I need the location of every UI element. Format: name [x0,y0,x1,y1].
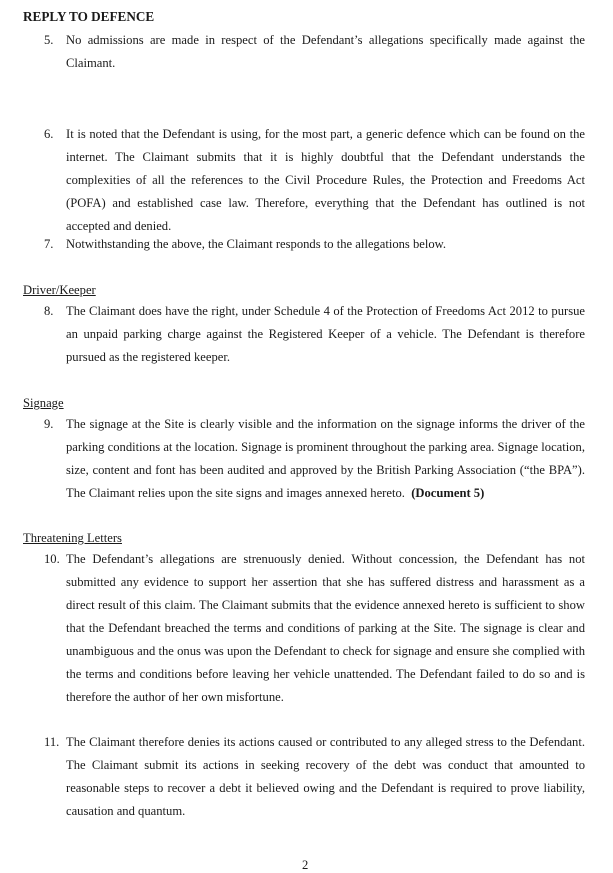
paragraph-6 [44,123,585,238]
paragraph-text: No admissions are made in respect of the Defendant’s allegations specifically made against the Claimant. [66,33,585,70]
paragraph-body: The signage at the Site is clearly visible and the information on the signage informs the driver of the parking conditions at the location. Signage is prominent throughout the parking area. Signage location, size, content and font has been audited and approved by the British Parking Association (“the BPA”). The Claimant relies upon the site signs and images annexed hereto. [66,417,585,500]
paragraph-text: The Claimant therefore denies its actions caused or contributed to any alleged stress to the Defendant. The Claimant submit its actions in seeking recovery of the debt was conduct that amounted to reasonable steps to recover a debt it believed owing and the Defendant is required to prove liability, causation and quantum. [66,735,585,818]
document-reference: (Document 5) [411,486,485,500]
section-heading-threatening-letters: Threatening Letters [23,531,122,545]
paragraph-text: It is noted that the Defendant is using, for the most part, a generic defence which can be found on the internet. The Claimant submits that it is highly doubtful that the Defendant understands the complexities of all the references to the Civil Procedure Rules, the Protection and Freedoms Act (POFA) and established case law. Therefore, everything that the Defendant has outlined is not accepted and denied. [66,127,585,233]
paragraph-text: The Defendant’s allegations are strenuously denied. Without concession, the Defendant has not submitted any evidence to support her assertion that she has suffered distress and harassment as a direct result of this claim. The Claimant submits that the evidence annexed hereto is sufficient to show that the Defendant breached the terms and conditions of parking at the Site. The signage is clear and unambiguous and the onus was upon the Defendant to check for signage and ensure she complied with the terms and conditions before leaving her vehicle unattended. The Defendant failed to do so and is therefore the author of her own misfortune. [66,552,585,704]
paragraph-number: 11. [44,735,60,749]
paragraph-7 [44,233,585,256]
paragraph-text: The Claimant does have the right, under Schedule 4 of the Protection of Freedoms Act 2012 to pursue an unpaid parking charge against the Registered Keeper of a vehicle. The Defendant is therefore pursued as the registered keeper. [66,304,585,364]
paragraph-9 [44,413,585,505]
paragraph-number: 8. [44,304,54,318]
paragraph-text: Notwithstanding the above, the Claimant responds to the allegations below. [66,237,447,251]
document-title: REPLY TO DEFENCE [23,9,155,24]
paragraph-number: 5. [44,33,54,47]
paragraph-number: 9. [44,417,54,431]
section-heading-driver-keeper: Driver/Keeper [23,283,96,297]
paragraph-11 [44,731,585,823]
section-heading-signage: Signage [23,396,64,410]
paragraph-text [66,413,585,505]
paragraph-8 [44,300,585,369]
paragraph-number: 6. [44,127,54,141]
paragraph-number: 7. [44,237,54,251]
paragraph-5 [44,29,585,75]
paragraph-number: 10. [44,552,60,566]
page-number: 2 [302,858,309,872]
paragraph-10 [44,548,585,709]
